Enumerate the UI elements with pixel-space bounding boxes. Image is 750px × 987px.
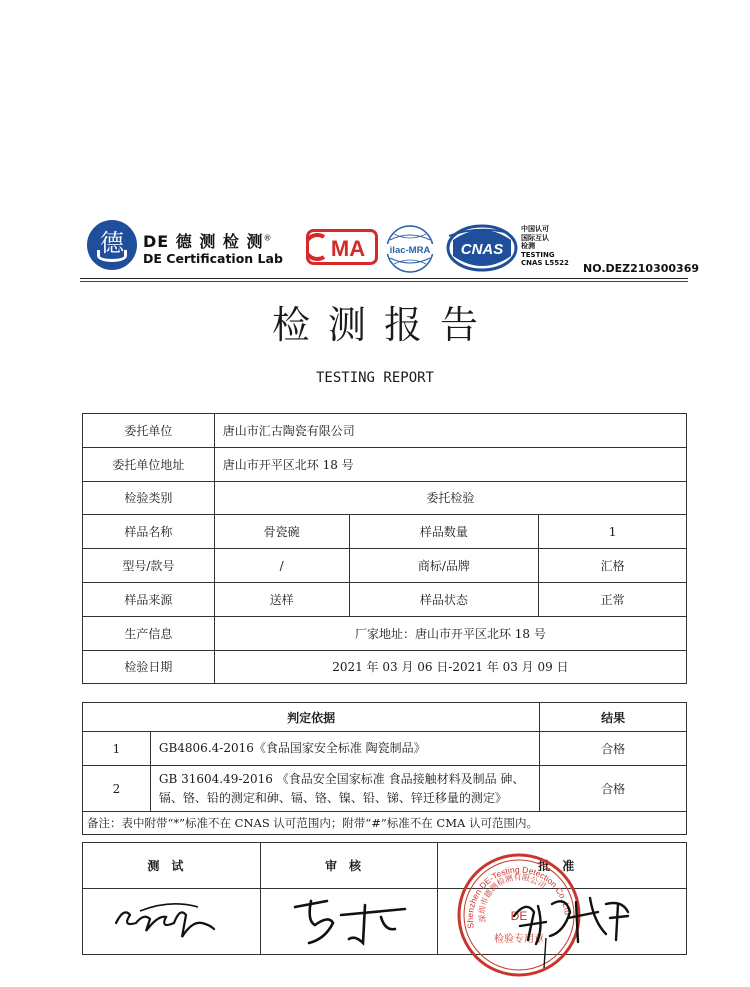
source-value: 送样 — [214, 582, 349, 616]
ilac-mra-logo — [384, 224, 436, 274]
reviewer-signature — [285, 895, 415, 950]
client-label: 委托单位 — [83, 414, 215, 448]
table-row — [83, 481, 687, 515]
row-index: 2 — [83, 766, 151, 812]
cnas-logo-text: CNAS — [460, 241, 504, 258]
row-result: 合格 — [540, 766, 687, 812]
production-label: 生产信息 — [83, 616, 215, 650]
stamp-chinese-arc: 深圳市德测检测有限公司 — [477, 872, 548, 923]
table-row — [83, 549, 687, 583]
table-row — [83, 616, 687, 650]
table-header-row — [83, 703, 687, 732]
header-divider-thin — [80, 281, 688, 282]
table-row — [83, 515, 687, 549]
de-logo-swoosh — [97, 250, 127, 262]
source-label: 样品来源 — [83, 582, 215, 616]
model-value: / — [214, 549, 349, 583]
state-value: 正常 — [539, 582, 687, 616]
client-value: 唐山市汇古陶瓷有限公司 — [214, 414, 686, 448]
tester-label: 测试 — [83, 843, 261, 889]
sample-name-value: 骨瓷碗 — [214, 515, 349, 549]
lab-name-en: DE Certification Lab — [143, 251, 283, 266]
cma-logo — [306, 229, 378, 265]
row-result: 合格 — [540, 732, 687, 766]
table-row — [83, 650, 687, 684]
cma-logo-text: MA — [330, 236, 366, 261]
report-title-en: TESTING REPORT — [315, 370, 434, 386]
lab-name-cn-text: DE 德 测 检 测 — [143, 232, 264, 251]
approver-signature — [506, 882, 636, 972]
note: 备注：表中附带“*”标准不在 CNAS 认可范围内；附带“#”标准不在 CMA 认可范围内。 — [83, 812, 687, 835]
table-row — [83, 766, 687, 812]
sample-qty-value: 1 — [539, 515, 687, 549]
sample-name-label: 样品名称 — [83, 515, 215, 549]
cnas-line: 中国认可 — [521, 225, 549, 233]
table-row — [83, 812, 687, 835]
cnas-line: CNAS L5522 — [521, 259, 569, 268]
ilac-mra-text: ilac-MRA — [389, 245, 431, 256]
date-value: 2021 年 03 月 06 日-2021 年 03 月 09 日 — [214, 650, 686, 684]
stamp-center-text: DE — [510, 909, 528, 923]
address-label: 委托单位地址 — [83, 447, 215, 481]
info-table — [82, 413, 687, 684]
tester-signature — [110, 893, 220, 943]
report-title-cn: 检测报告 — [271, 303, 496, 347]
lab-name-cn — [143, 229, 273, 252]
stamp-bottom-text: 检验专用章 — [494, 934, 544, 945]
brand-value: 汇格 — [539, 549, 687, 583]
de-logo — [87, 220, 137, 270]
brand-label: 商标/品牌 — [349, 549, 539, 583]
row-basis: GB4806.4-2016《食品国家安全标准 陶瓷制品》 — [150, 732, 539, 766]
report-number: NO.DEZ210300369 — [583, 262, 699, 275]
address-value: 唐山市开平区北环 18 号 — [214, 447, 686, 481]
cnas-line: 国际互认 — [521, 233, 549, 242]
header-divider — [80, 278, 688, 279]
cnas-logo — [445, 222, 519, 274]
state-label: 样品状态 — [349, 582, 539, 616]
reviewer-label: 审核 — [260, 843, 438, 889]
cnas-line: TESTING — [521, 250, 555, 259]
result-header: 结果 — [540, 703, 687, 732]
date-label: 检验日期 — [83, 650, 215, 684]
table-row — [83, 447, 687, 481]
cnas-line: 检测 — [521, 242, 535, 251]
de-logo-char: 德 — [100, 229, 124, 257]
table-row — [83, 732, 687, 766]
row-index: 1 — [83, 732, 151, 766]
cnas-accreditation-text — [521, 225, 569, 268]
approver-label: 批准 — [438, 843, 687, 889]
row-basis: GB 31604.49-2016 《食品安全国家标准 食品接触材料及制品 砷、镉、铬、铅的测定和砷、镉、铬、镍、铅、锑、锌迁移量的测定》 — [150, 766, 539, 812]
table-row — [83, 414, 687, 448]
sample-qty-label: 样品数量 — [349, 515, 539, 549]
criteria-table — [82, 702, 687, 835]
type-value: 委托检验 — [214, 481, 686, 515]
registered-mark: ® — [263, 233, 273, 243]
production-value: 厂家地址：唐山市开平区北环 18 号 — [214, 616, 686, 650]
stamp-english-arc: Shenzhen DE-Testing Detection Co.,Ltd — [464, 864, 573, 930]
table-row — [83, 582, 687, 616]
model-label: 型号/款号 — [83, 549, 215, 583]
basis-header: 判定依据 — [83, 703, 540, 732]
type-label: 检验类别 — [83, 481, 215, 515]
